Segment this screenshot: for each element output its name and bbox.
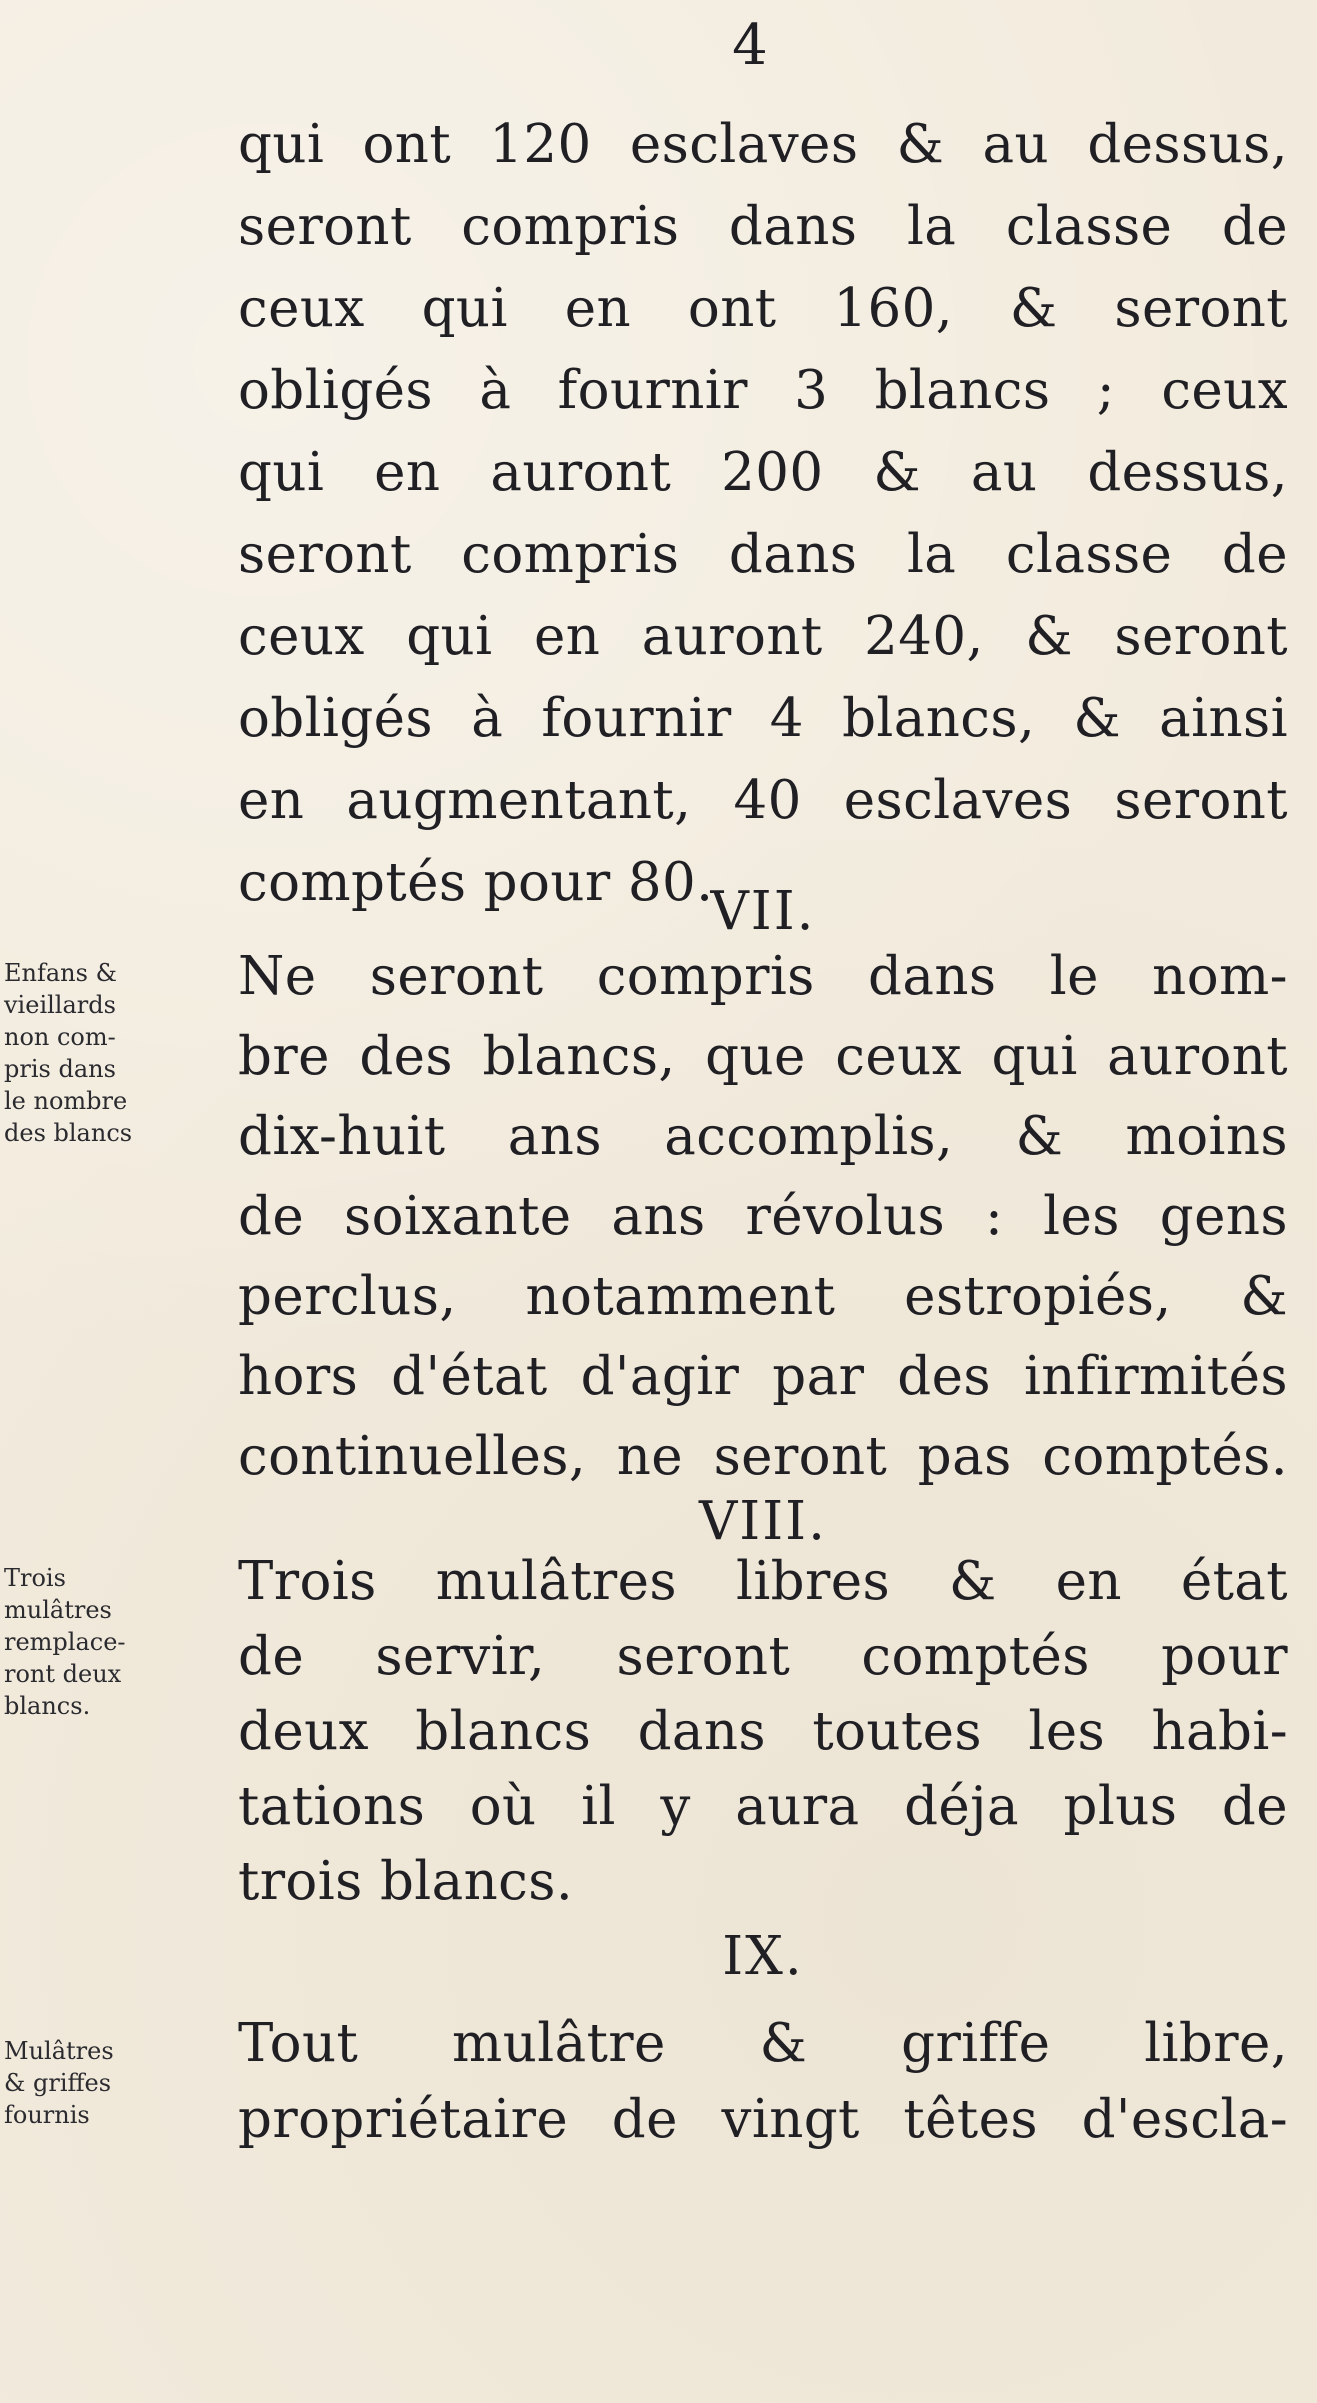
- section-heading: IX.: [722, 1926, 804, 1987]
- text-line: qui ont 120 esclaves & au dessus,: [238, 114, 1288, 175]
- text-line: seront compris dans la classe de: [238, 196, 1288, 257]
- margin-note-line: pris dans: [4, 1055, 116, 1083]
- margin-note-line: ront deux: [4, 1660, 122, 1688]
- margin-note-line: & griffes: [4, 2069, 112, 2097]
- text-line: perclus, notamment estropiés, &: [238, 1266, 1288, 1327]
- text-line: comptés pour 80.: [238, 852, 714, 913]
- text-line: de soixante ans révolus : les gens: [238, 1186, 1288, 1247]
- text-line: obligés à fournir 3 blancs ; ceux: [238, 360, 1288, 421]
- margin-note-line: vieillards: [4, 991, 116, 1019]
- margin-note: [4, 2035, 229, 2131]
- text-line: seront compris dans la classe de: [238, 524, 1288, 585]
- text-line: ceux qui en auront 240, & seront: [238, 606, 1288, 667]
- text-line: deux blancs dans toutes les habi-: [238, 1701, 1288, 1762]
- margin-note-line: mulâtres: [4, 1596, 112, 1624]
- text-line: bre des blancs, que ceux qui auront: [238, 1026, 1288, 1087]
- margin-note-line: fournis: [4, 2101, 90, 2129]
- text-line: dix-huit ans accomplis, & moins: [238, 1106, 1288, 1167]
- margin-note-line: remplace-: [4, 1628, 126, 1656]
- text-line: ceux qui en ont 160, & seront: [238, 278, 1288, 339]
- text-line: trois blancs.: [238, 1851, 574, 1912]
- margin-note-line: Trois: [4, 1564, 66, 1592]
- section-heading: VII.: [710, 881, 816, 942]
- margin-note-line: blancs.: [4, 1692, 91, 1720]
- text-line: propriétaire de vingt têtes d'escla-: [238, 2089, 1288, 2150]
- page-number: 4: [732, 13, 768, 78]
- section-heading: VIII.: [699, 1491, 827, 1552]
- margin-note-line: des blancs: [4, 1119, 133, 1147]
- margin-note-line: le nombre: [4, 1087, 128, 1115]
- text-line: qui en auront 200 & au dessus,: [238, 442, 1288, 503]
- text-line: Tout mulâtre & griffe libre,: [238, 2013, 1288, 2074]
- margin-note: [4, 1562, 229, 1722]
- text-line: tations où il y aura déja plus de: [238, 1776, 1288, 1837]
- text-line: de servir, seront comptés pour: [238, 1626, 1288, 1687]
- margin-note: [4, 957, 229, 1149]
- text-line: Trois mulâtres libres & en état: [238, 1551, 1288, 1612]
- text-line: en augmentant, 40 esclaves seront: [238, 770, 1288, 831]
- margin-note-line: Enfans &: [4, 959, 117, 987]
- text-line: Ne seront compris dans le nom-: [238, 946, 1288, 1007]
- margin-note-line: non com-: [4, 1023, 116, 1051]
- text-line: continuelles, ne seront pas comptés.: [238, 1426, 1288, 1487]
- margin-note-line: Mulâtres: [4, 2037, 114, 2065]
- text-line: hors d'état d'agir par des infirmités: [238, 1346, 1288, 1407]
- text-line: obligés à fournir 4 blancs, & ainsi: [238, 688, 1288, 749]
